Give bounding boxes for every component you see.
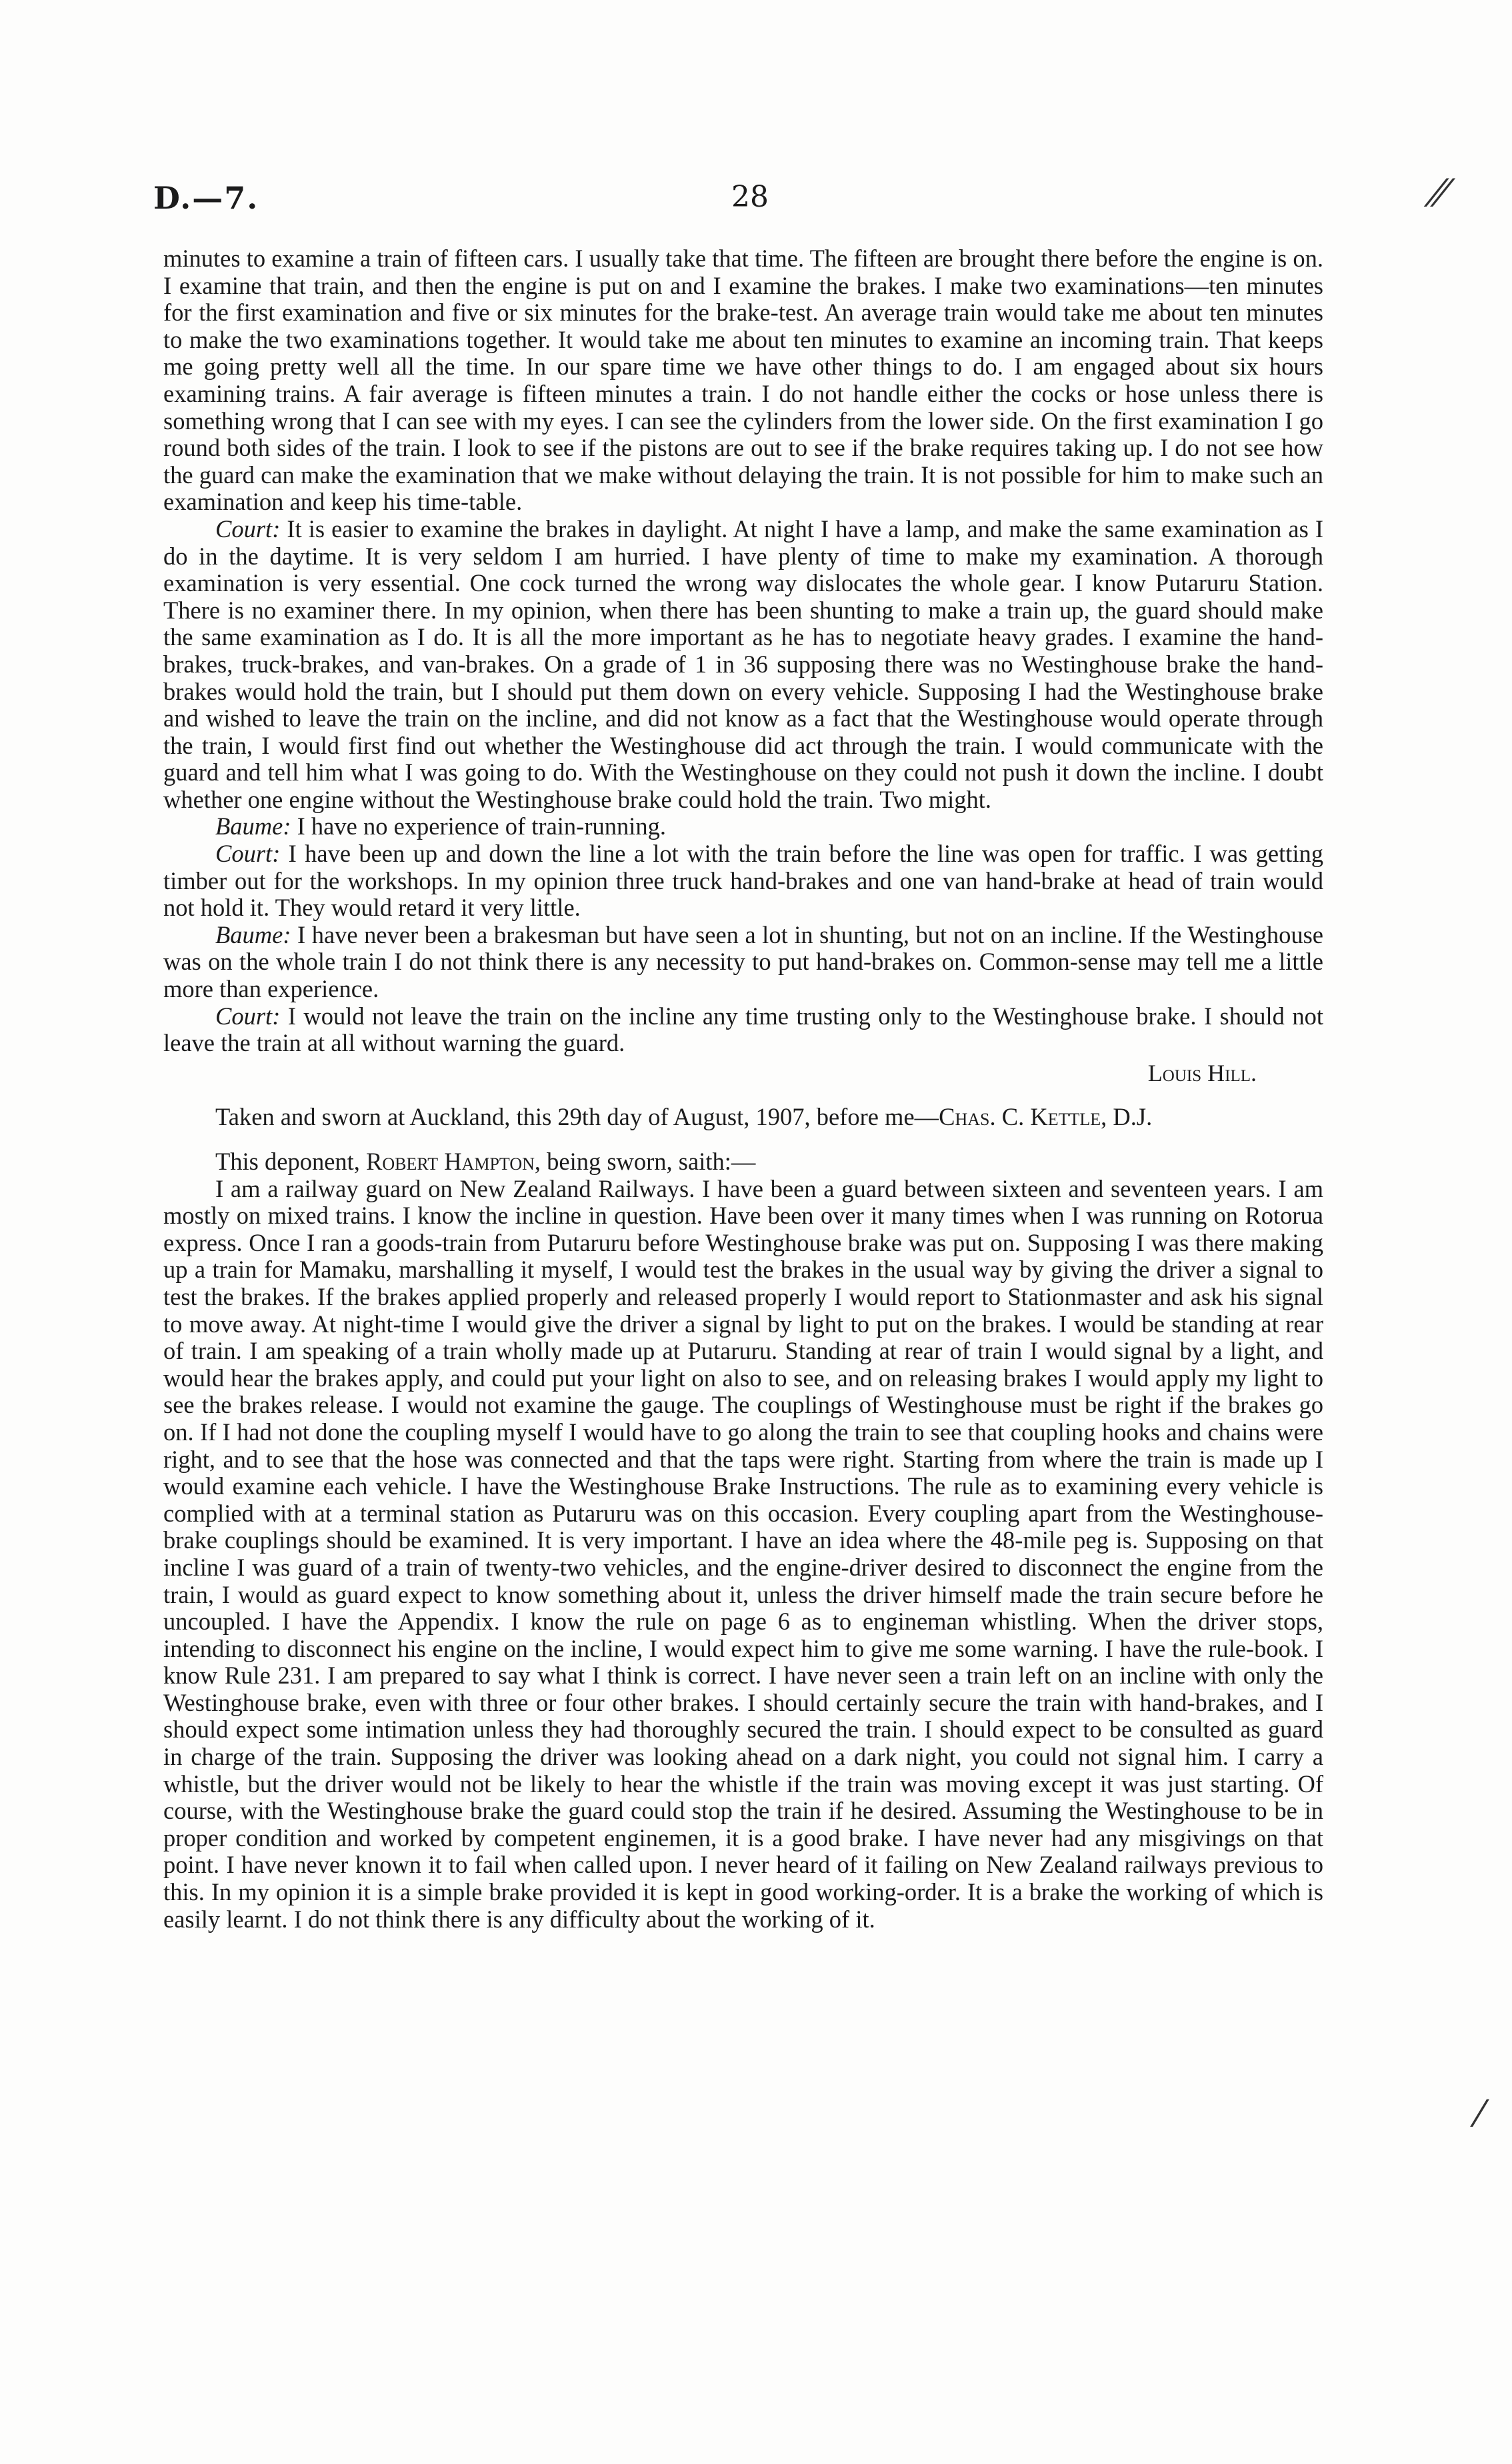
paragraph (163, 1003, 1323, 1057)
deponent-name: Robert Hampton (366, 1148, 535, 1175)
paragraph-text: I have been up and down the line a lot with the train before the line was open for traffic. I was getting timber out for the workshops. In my opinion three truck hand-brakes and one van hand-brake at head of train would not hold it. They would retard it very little. (163, 840, 1323, 922)
deponent-intro (163, 1148, 1323, 1176)
document-body (163, 245, 1323, 1933)
sworn-text: Taken and sworn at Auckland, this 29th day of August, 1907, before me— (215, 1103, 939, 1131)
paragraph (163, 840, 1323, 922)
paragraph (163, 516, 1323, 814)
paragraph-text: I would not leave the train on the incline any time trusting only to the Westinghouse brake. I should not leave the train at all without warning the guard. (163, 1002, 1323, 1057)
paragraph (163, 813, 1323, 840)
pencil-mark-corner: ⁄⁄ (1433, 172, 1446, 215)
sworn-suffix: , D.J. (1101, 1103, 1153, 1131)
paragraph: minutes to examine a train of fifteen cars. I usually take that time. The fifteen are brought there before the engine is on. I examine that train, and then the engine is put on and I examine the brakes. I make two examinations—ten minutes for the first examination and five or six minutes for the brake-test. An average train would take me about ten minutes to make the two examinations together. It would take me about ten minutes to examine an incoming train. That keeps me going pretty well all the time. In our spare time we have other things to do. I am engaged about six hours examining trains. A fair average is fifteen minutes a train. I do not handle either the cocks or hose unless there is something wrong that I can see with my eyes. I can see the cylinders from the lower side. On the first examination I go round both sides of the train. I look to see if the pistons are out to see if the brake requires taking up. I do not see how the guard can make the examination that we make without delaying the train. It is not possible for him to make such an examination and keep his time-table. (163, 245, 1323, 516)
paragraph-text: It is easier to examine the brakes in daylight. At night I have a lamp, and make the same examination as I do in the daytime. It is very seldom I am hurried. I have plenty of time to make my examination. A thorough examination is very essential. One cock turned the wrong way dislocates the whole gear. I know Putaruru Station. There is no examiner there. In my opinion, when there has been shunting to make a train up, the guard should make the same examination as I do. It is all the more important as he has to negotiate heavy grades. I examine the hand-brakes, truck-brakes, and van-brakes. On a grade of 1 in 36 supposing there was no Westinghouse brake the hand-brakes would hold the train, but I should put them down on every vehicle. Supposing I had the Westinghouse brake and wished to leave the train on the incline, and did not know as a fact that the Westinghouse would operate through the train, I would first find out whether the Westinghouse did act through the train. I would communicate with the guard and tell him what I was going to do. With the Westinghouse on they could not push it down the incline. I doubt whether one engine without the Westinghouse brake could hold the train. Two might. (163, 515, 1323, 813)
speaker-label: Court: (215, 515, 281, 543)
speaker-label: Baume: (215, 812, 291, 840)
signature-name: Louis Hill. (1147, 1059, 1257, 1086)
speaker-label: Court: (215, 840, 281, 868)
justice-name: Chas. C. Kettle (939, 1103, 1101, 1131)
pencil-mark-margin: ⁄ (1477, 2093, 1483, 2135)
paragraph: I am a railway guard on New Zealand Railways. I have been a guard between sixteen and seventeen years. I am mostly on mixed trains. I know the incline in question. Have been over it many times when I was running on Rotorua express. Once I ran a goods-train from Putaruru before Westinghouse brake was put on. Supposing I was there making up a train for Mamaku, marshalling it myself, I would test the brakes in the usual way by giving the driver a signal to test the brakes. If the brakes applied properly and released properly I would report to Stationmaster and ask his signal to move away. At night-time I would give the driver a signal by light to put on the brakes. I would be standing at rear of train. I am speaking of a train wholly made up at Putaruru. Standing at rear of train I would signal by a light, and would hear the brakes apply, and could put your light on also to see, and on releasing brakes I would apply my light to see the brakes release. I would not examine the gauge. The couplings of Westinghouse must be right if the brakes go on. If I had not done the coupling myself I would have to go along the train to see that coupling hooks and chains were right, and to see that the hose was connected and that the taps were right. Starting from where the train is made up I would examine each vehicle. I have the Westinghouse Brake Instructions. The rule as to examining every vehicle is complied with at a terminal station as Putaruru was on this occasion. Every coupling apart from the Westinghouse-brake couplings should be examined. It is very important. I have an idea where the 48-mile peg is. Supposing on that incline I was guard of a train of twenty-two vehicles, and the engine-driver desired to disconnect the engine from the train, I would as guard expect to know something about it, unless the driver himself made the train secure before he uncoupled. I have the Appendix. I know the rule on page 6 as to engineman whistling. When the driver stops, intending to disconnect his engine on the incline, I would expect him to give me some warning. I have the rule-book. I know Rule 231. I am prepared to say what I think is correct. I have never seen a train left on an incline with only the Westinghouse brake, even with three or four other brakes. I should certainly secure the train with hand-brakes, and I should expect some intimation unless they had thoroughly secured the train. I should expect to be consulted as guard in charge of the train. Supposing the driver was looking ahead on a dark night, you could not signal him. I carry a whistle, but the driver would not be likely to hear the whistle if the train was moving except it was just starting. Of course, with the Westinghouse brake the guard could stop the train if he desired. Assuming the Westinghouse to be in proper condition and worked by competent enginemen, it is a good brake. I have never had any misgivings on that point. I have never known it to fail when called upon. I never heard of it failing on New Zealand railways previous to this. In my opinion it is a simple brake provided it is kept in good working-order. It is a brake the working of which is easily learnt. I do not think there is any difficulty about the working of it. (163, 1174, 1323, 1933)
page-number: 28 (731, 180, 769, 214)
paragraph-text: I have no experience of train-running. (291, 812, 666, 840)
speaker-label: Court: (215, 1002, 281, 1030)
speaker-label: Baume: (215, 920, 291, 948)
sworn-statement (163, 1104, 1323, 1131)
page-header (0, 180, 1512, 233)
paragraph (163, 922, 1323, 1003)
paragraph-text: I have never been a brakesman but have seen a lot in shunting, but not on an incline. If the Westinghouse was on the whole train I do not think there is any necessity to put hand-brakes on. Common-sense may tell me a little more than experience. (163, 920, 1323, 1003)
deponent-suffix: , being sworn, saith:— (534, 1148, 756, 1175)
document-reference: D.—7. (153, 180, 259, 216)
deponent-prefix: This deponent, (215, 1148, 367, 1175)
